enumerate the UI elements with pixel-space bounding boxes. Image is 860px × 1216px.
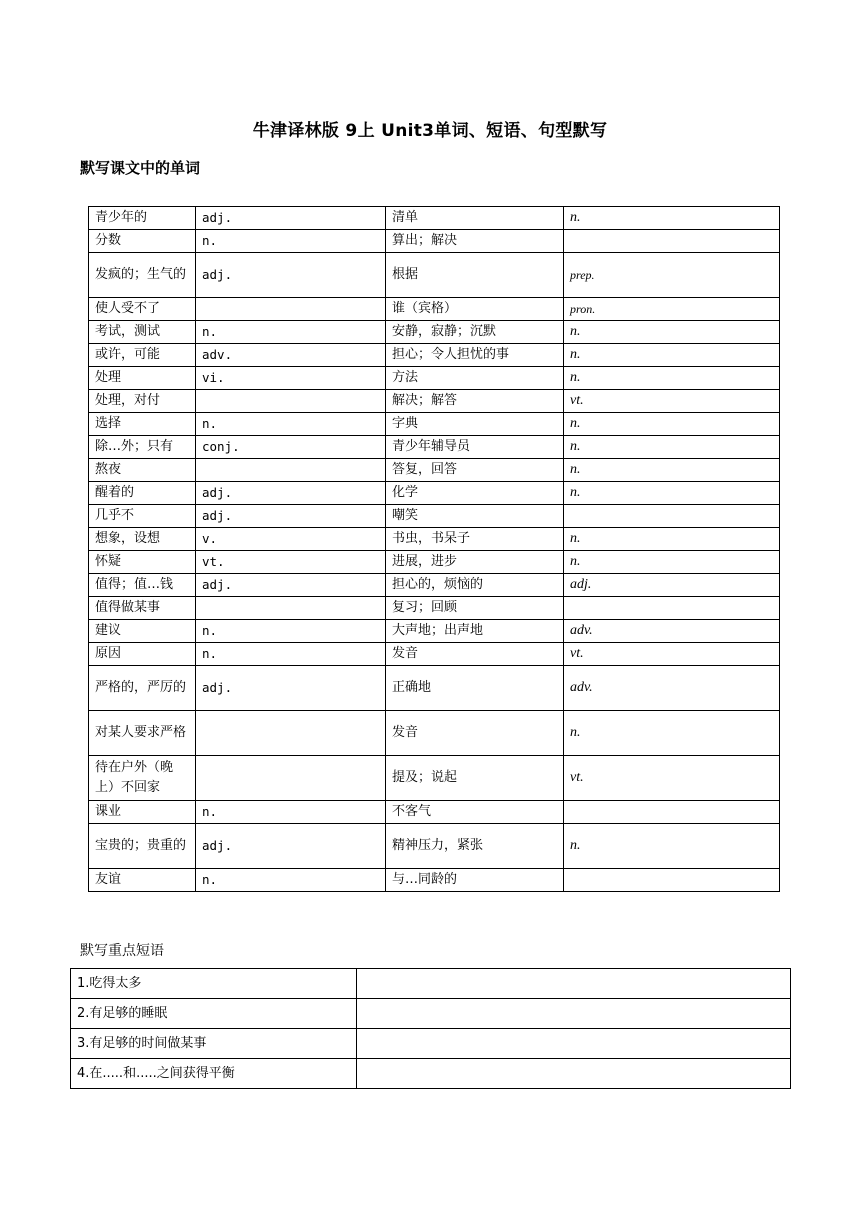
vocab-cell-cn1: 使人受不了 — [89, 298, 196, 321]
vocab-cell-p2: prep. — [564, 253, 780, 298]
vocab-cell-cn2: 不客气 — [386, 801, 564, 824]
vocab-cell-p1: n. — [196, 869, 386, 892]
vocab-cell-p1: vi. — [196, 367, 386, 390]
answer-cell[interactable] — [357, 969, 791, 999]
vocab-cell-p1: adj. — [196, 253, 386, 298]
table-row — [89, 869, 780, 892]
table-row — [89, 597, 780, 620]
table-row — [89, 253, 780, 298]
vocab-cell-p2 — [564, 597, 780, 620]
phrase-cell: 3.有足够的时间做某事 — [71, 1029, 357, 1059]
vocab-cell-p2: n. — [564, 321, 780, 344]
vocab-cell-p1 — [196, 459, 386, 482]
table-row — [89, 528, 780, 551]
vocab-cell-p2: n. — [564, 367, 780, 390]
vocab-cell-cn2: 安静，寂静；沉默 — [386, 321, 564, 344]
table-row — [89, 207, 780, 230]
table-row — [89, 482, 780, 505]
vocab-cell-cn1: 怀疑 — [89, 551, 196, 574]
vocab-cell-p1: n. — [196, 230, 386, 253]
section-heading-phrases: 默写重点短语 — [80, 943, 164, 959]
vocab-cell-cn1: 青少年的 — [89, 207, 196, 230]
vocab-cell-p1: adj. — [196, 207, 386, 230]
vocab-cell-cn2: 根据 — [386, 253, 564, 298]
vocab-cell-p2: adj. — [564, 574, 780, 597]
vocab-cell-p2: n. — [564, 482, 780, 505]
vocab-cell-cn1: 处理，对付 — [89, 390, 196, 413]
table-row — [89, 436, 780, 459]
vocab-cell-cn1: 醒着的 — [89, 482, 196, 505]
vocab-cell-cn1: 几乎不 — [89, 505, 196, 528]
vocab-cell-p2: n. — [564, 528, 780, 551]
table-row — [89, 711, 780, 756]
vocab-cell-p1: adv. — [196, 344, 386, 367]
vocab-cell-p1: n. — [196, 413, 386, 436]
vocab-cell-cn2: 担心的，烦恼的 — [386, 574, 564, 597]
table-row — [89, 574, 780, 597]
vocab-cell-p1: adj. — [196, 505, 386, 528]
vocab-cell-p1: n. — [196, 321, 386, 344]
phrases-table — [70, 968, 791, 1089]
vocab-cell-p1: v. — [196, 528, 386, 551]
phrase-cell: 1.吃得太多 — [71, 969, 357, 999]
vocab-cell-p1: n. — [196, 801, 386, 824]
table-row — [71, 1059, 791, 1089]
table-row — [89, 230, 780, 253]
vocab-cell-p1: adj. — [196, 824, 386, 869]
vocab-cell-p2 — [564, 869, 780, 892]
vocab-cell-p2: vt. — [564, 390, 780, 413]
vocab-cell-cn1: 建议 — [89, 620, 196, 643]
table-row — [89, 505, 780, 528]
vocab-cell-cn1: 想象，设想 — [89, 528, 196, 551]
vocab-cell-p2: n. — [564, 551, 780, 574]
vocab-cell-cn2: 青少年辅导员 — [386, 436, 564, 459]
phrase-cell: 2.有足够的睡眠 — [71, 999, 357, 1029]
vocab-cell-cn2: 答复，回答 — [386, 459, 564, 482]
vocab-cell-cn1: 待在户外（晚上）不回家 — [89, 756, 196, 801]
vocab-cell-p1: adj. — [196, 574, 386, 597]
vocab-cell-cn1: 原因 — [89, 643, 196, 666]
vocab-cell-cn1: 对某人要求严格 — [89, 711, 196, 756]
vocab-cell-cn2: 化学 — [386, 482, 564, 505]
vocab-cell-p1 — [196, 711, 386, 756]
table-row — [89, 551, 780, 574]
vocab-cell-p2: adv. — [564, 666, 780, 711]
vocab-cell-p1: conj. — [196, 436, 386, 459]
table-row — [89, 413, 780, 436]
table-row — [89, 666, 780, 711]
vocab-cell-cn1: 友谊 — [89, 869, 196, 892]
vocab-cell-cn2: 嘲笑 — [386, 505, 564, 528]
page-title: 牛津译林版 9上 Unit3单词、短语、句型默写 — [252, 121, 608, 141]
vocab-cell-cn1: 宝贵的；贵重的 — [89, 824, 196, 869]
vocab-cell-cn2: 字典 — [386, 413, 564, 436]
table-row — [89, 344, 780, 367]
vocab-cell-cn2: 清单 — [386, 207, 564, 230]
answer-cell[interactable] — [357, 999, 791, 1029]
vocab-cell-p1 — [196, 756, 386, 801]
vocab-cell-p2: n. — [564, 711, 780, 756]
vocab-cell-cn2: 大声地；出声地 — [386, 620, 564, 643]
table-row — [89, 643, 780, 666]
table-row — [89, 321, 780, 344]
vocab-cell-cn1: 处理 — [89, 367, 196, 390]
vocab-cell-p2: vt. — [564, 643, 780, 666]
vocab-cell-p1: vt. — [196, 551, 386, 574]
vocab-cell-cn1: 严格的，严厉的 — [89, 666, 196, 711]
vocab-cell-p2: n. — [564, 413, 780, 436]
vocab-cell-p1 — [196, 597, 386, 620]
vocab-cell-cn2: 发音 — [386, 643, 564, 666]
vocab-cell-cn2: 方法 — [386, 367, 564, 390]
table-row — [89, 801, 780, 824]
section-heading-words: 默写课文中的单词 — [80, 159, 201, 177]
table-row — [89, 298, 780, 321]
vocab-cell-cn2: 精神压力，紧张 — [386, 824, 564, 869]
vocab-cell-p2: adv. — [564, 620, 780, 643]
vocab-cell-cn1: 值得；值…钱 — [89, 574, 196, 597]
vocab-cell-cn2: 进展，进步 — [386, 551, 564, 574]
vocab-cell-p2: pron. — [564, 298, 780, 321]
phrase-cell: 4.在.....和.....之间获得平衡 — [71, 1059, 357, 1089]
table-row — [89, 824, 780, 869]
vocab-cell-p2: n. — [564, 459, 780, 482]
vocab-cell-p1: n. — [196, 643, 386, 666]
vocab-cell-cn1: 除…外；只有 — [89, 436, 196, 459]
table-row — [71, 999, 791, 1029]
vocab-cell-p2: n. — [564, 344, 780, 367]
answer-cell[interactable] — [357, 1029, 791, 1059]
vocab-cell-cn2: 发音 — [386, 711, 564, 756]
vocab-cell-p2 — [564, 230, 780, 253]
vocab-cell-cn1: 分数 — [89, 230, 196, 253]
vocab-cell-cn2: 与…同龄的 — [386, 869, 564, 892]
table-row — [89, 756, 780, 801]
answer-cell[interactable] — [357, 1059, 791, 1089]
vocab-cell-cn2: 书虫，书呆子 — [386, 528, 564, 551]
vocab-cell-p2: n. — [564, 824, 780, 869]
vocab-cell-p2: n. — [564, 207, 780, 230]
vocab-cell-p2: vt. — [564, 756, 780, 801]
vocab-cell-cn2: 解决；解答 — [386, 390, 564, 413]
vocab-cell-cn2: 提及；说起 — [386, 756, 564, 801]
table-row — [89, 620, 780, 643]
vocab-cell-cn1: 熬夜 — [89, 459, 196, 482]
vocab-cell-p1 — [196, 298, 386, 321]
vocab-cell-p1: adj. — [196, 482, 386, 505]
table-row — [89, 390, 780, 413]
table-row — [71, 1029, 791, 1059]
vocab-cell-cn1: 选择 — [89, 413, 196, 436]
vocab-cell-p1: n. — [196, 620, 386, 643]
vocab-cell-cn1: 或许，可能 — [89, 344, 196, 367]
table-row — [89, 367, 780, 390]
vocab-cell-p2 — [564, 801, 780, 824]
vocab-cell-cn2: 担心；令人担忧的事 — [386, 344, 564, 367]
vocab-cell-p1 — [196, 390, 386, 413]
table-row — [89, 459, 780, 482]
vocab-cell-cn2: 正确地 — [386, 666, 564, 711]
vocab-cell-p1: adj. — [196, 666, 386, 711]
vocab-cell-cn1: 课业 — [89, 801, 196, 824]
vocab-cell-p2 — [564, 505, 780, 528]
vocab-cell-cn2: 复习；回顾 — [386, 597, 564, 620]
table-row — [71, 969, 791, 999]
vocab-cell-cn2: 算出；解决 — [386, 230, 564, 253]
vocab-table — [88, 206, 780, 892]
vocab-cell-cn1: 考试，测试 — [89, 321, 196, 344]
vocab-cell-cn1: 发疯的；生气的 — [89, 253, 196, 298]
vocab-cell-cn1: 值得做某事 — [89, 597, 196, 620]
vocab-cell-cn2: 谁（宾格） — [386, 298, 564, 321]
vocab-cell-p2: n. — [564, 436, 780, 459]
